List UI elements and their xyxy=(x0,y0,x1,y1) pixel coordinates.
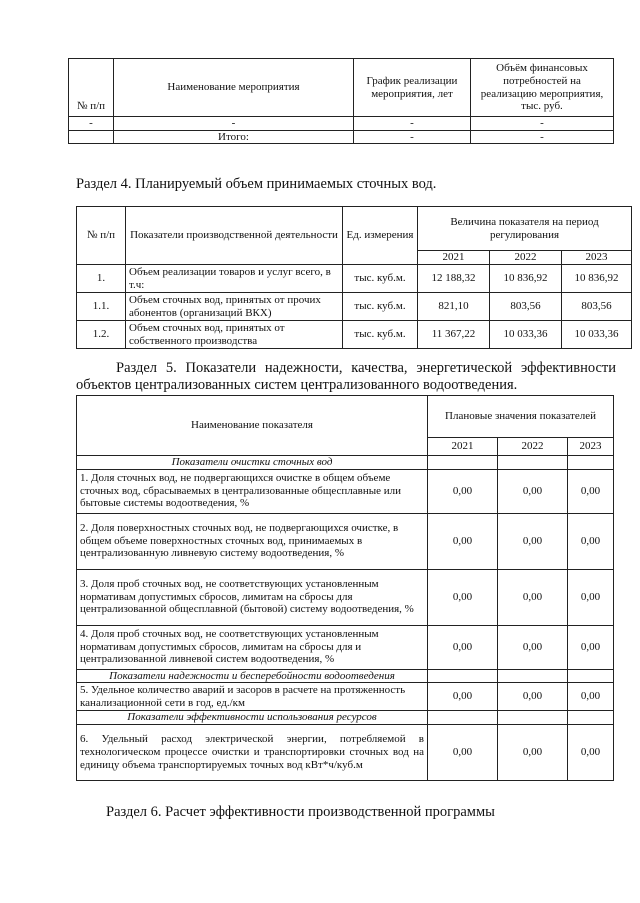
header-year: 2023 xyxy=(568,438,614,456)
indicator-name: 1. Доля сточных вод, не подвергающихся очистке в общем объеме сточных вод, сбрасываемых в централизованные общесплавные или бытовые системы водоотведения, % xyxy=(77,469,428,513)
header-num: № п/п xyxy=(77,207,126,265)
row-value: 803,56 xyxy=(562,293,632,321)
reliability-indicators-table xyxy=(76,395,614,781)
row-num: 1.2. xyxy=(77,321,126,349)
indicator-value: 0,00 xyxy=(568,683,614,711)
row-unit: тыс. куб.м. xyxy=(343,293,418,321)
indicator-value: 0,00 xyxy=(428,513,498,569)
indicator-name: 4. Доля проб сточных вод, не соответствующих установленным нормативам допустимых сбросов, лимитам на сбросы для и централизованной ливневой систем водоотведения, % xyxy=(77,625,428,669)
section5-title: Раздел 5. Показатели надежности, качества, энергетической эффективности объектов централизованных систем централизованного водоотведения. xyxy=(76,360,616,393)
total-schedule: - xyxy=(354,130,471,144)
indicator-name: 3. Доля проб сточных вод, не соответствующих установленным нормативам допустимых сбросов, лимитам на сбросы для централизованной общесплавной (бытовой) систему водоотведения, % xyxy=(77,569,428,625)
group-title: Показатели очистки сточных вод xyxy=(77,456,428,470)
row-value: 10 033,36 xyxy=(562,321,632,349)
header-period: Величина показателя на период регулирования xyxy=(418,207,632,251)
table-cell: - xyxy=(471,117,614,131)
indicator-value: 0,00 xyxy=(568,625,614,669)
indicator-value: 0,00 xyxy=(568,469,614,513)
indicator-value: 0,00 xyxy=(568,513,614,569)
indicator-name: 5. Удельное количество аварий и засоров в расчете на протяженность канализационной сети в год, ед./км xyxy=(77,683,428,711)
indicator-value: 0,00 xyxy=(568,724,614,780)
indicator-value: 0,00 xyxy=(428,683,498,711)
header-finance: Объём финансовых потребностей на реализацию мероприятия, тыс. руб. xyxy=(471,59,614,117)
header-year: 2022 xyxy=(490,251,562,265)
row-name: Объем сточных вод, принятых от прочих абонентов (организаций ВКХ) xyxy=(126,293,343,321)
row-num: 1.1. xyxy=(77,293,126,321)
table-cell: - xyxy=(69,117,114,131)
header-name: Наименование мероприятия xyxy=(114,59,354,117)
section4-title: Раздел 4. Планируемый объем принимаемых сточных вод. xyxy=(76,176,437,192)
row-name: Объем реализации товаров и услуг всего, в т.ч: xyxy=(126,265,343,293)
indicator-name: 6. Удельный расход электрической энергии, потребляемой в технологическом процессе очистки и транспортировки сточных вод на единицу объема транспортируемых точных вод кВт*ч/куб.м xyxy=(77,724,428,780)
indicator-value: 0,00 xyxy=(498,513,568,569)
total-label: Итого: xyxy=(114,130,354,144)
indicator-value: 0,00 xyxy=(498,625,568,669)
indicator-value: 0,00 xyxy=(428,724,498,780)
header-schedule: График реализации мероприятия, лет xyxy=(354,59,471,117)
header-unit: Ед. измерения xyxy=(343,207,418,265)
row-value: 10 033,36 xyxy=(490,321,562,349)
header-year: 2021 xyxy=(418,251,490,265)
indicator-value: 0,00 xyxy=(428,469,498,513)
indicator-value: 0,00 xyxy=(498,724,568,780)
row-value: 10 836,92 xyxy=(562,265,632,293)
header-indicator: Показатели производственной деятельности xyxy=(126,207,343,265)
group-title: Показатели эффективности использования ресурсов xyxy=(77,711,428,725)
row-value: 821,10 xyxy=(418,293,490,321)
indicator-value: 0,00 xyxy=(498,469,568,513)
indicator-value: 0,00 xyxy=(428,625,498,669)
indicator-value: 0,00 xyxy=(498,569,568,625)
row-value: 11 367,22 xyxy=(418,321,490,349)
wastewater-volume-table xyxy=(76,206,632,349)
indicator-name: 2. Доля поверхностных сточных вод, не подвергающихся очистке, в общем объеме поверхностных сточных вод, принимаемых в централизованную ливневую систему водоотведения, % xyxy=(77,513,428,569)
total-finance: - xyxy=(471,130,614,144)
row-unit: тыс. куб.м. xyxy=(343,265,418,293)
header-planned: Плановые значения показателей xyxy=(428,396,614,438)
row-value: 12 188,32 xyxy=(418,265,490,293)
indicator-value: 0,00 xyxy=(428,569,498,625)
row-num: 1. xyxy=(77,265,126,293)
activities-table xyxy=(68,58,614,144)
row-name: Объем сточных вод, принятых от собственного производства xyxy=(126,321,343,349)
row-value: 803,56 xyxy=(490,293,562,321)
header-year: 2021 xyxy=(428,438,498,456)
row-value: 10 836,92 xyxy=(490,265,562,293)
section6-title: Раздел 6. Расчет эффективности производственной программы xyxy=(106,804,495,820)
table-cell: - xyxy=(114,117,354,131)
indicator-value: 0,00 xyxy=(568,569,614,625)
row-unit: тыс. куб.м. xyxy=(343,321,418,349)
indicator-value: 0,00 xyxy=(498,683,568,711)
header-year: 2023 xyxy=(562,251,632,265)
header-name: Наименование показателя xyxy=(77,396,428,456)
table-cell: - xyxy=(354,117,471,131)
header-year: 2022 xyxy=(498,438,568,456)
header-num: № п/п xyxy=(69,59,114,117)
group-title: Показатели надежности и бесперебойности водоотведения xyxy=(77,669,428,683)
